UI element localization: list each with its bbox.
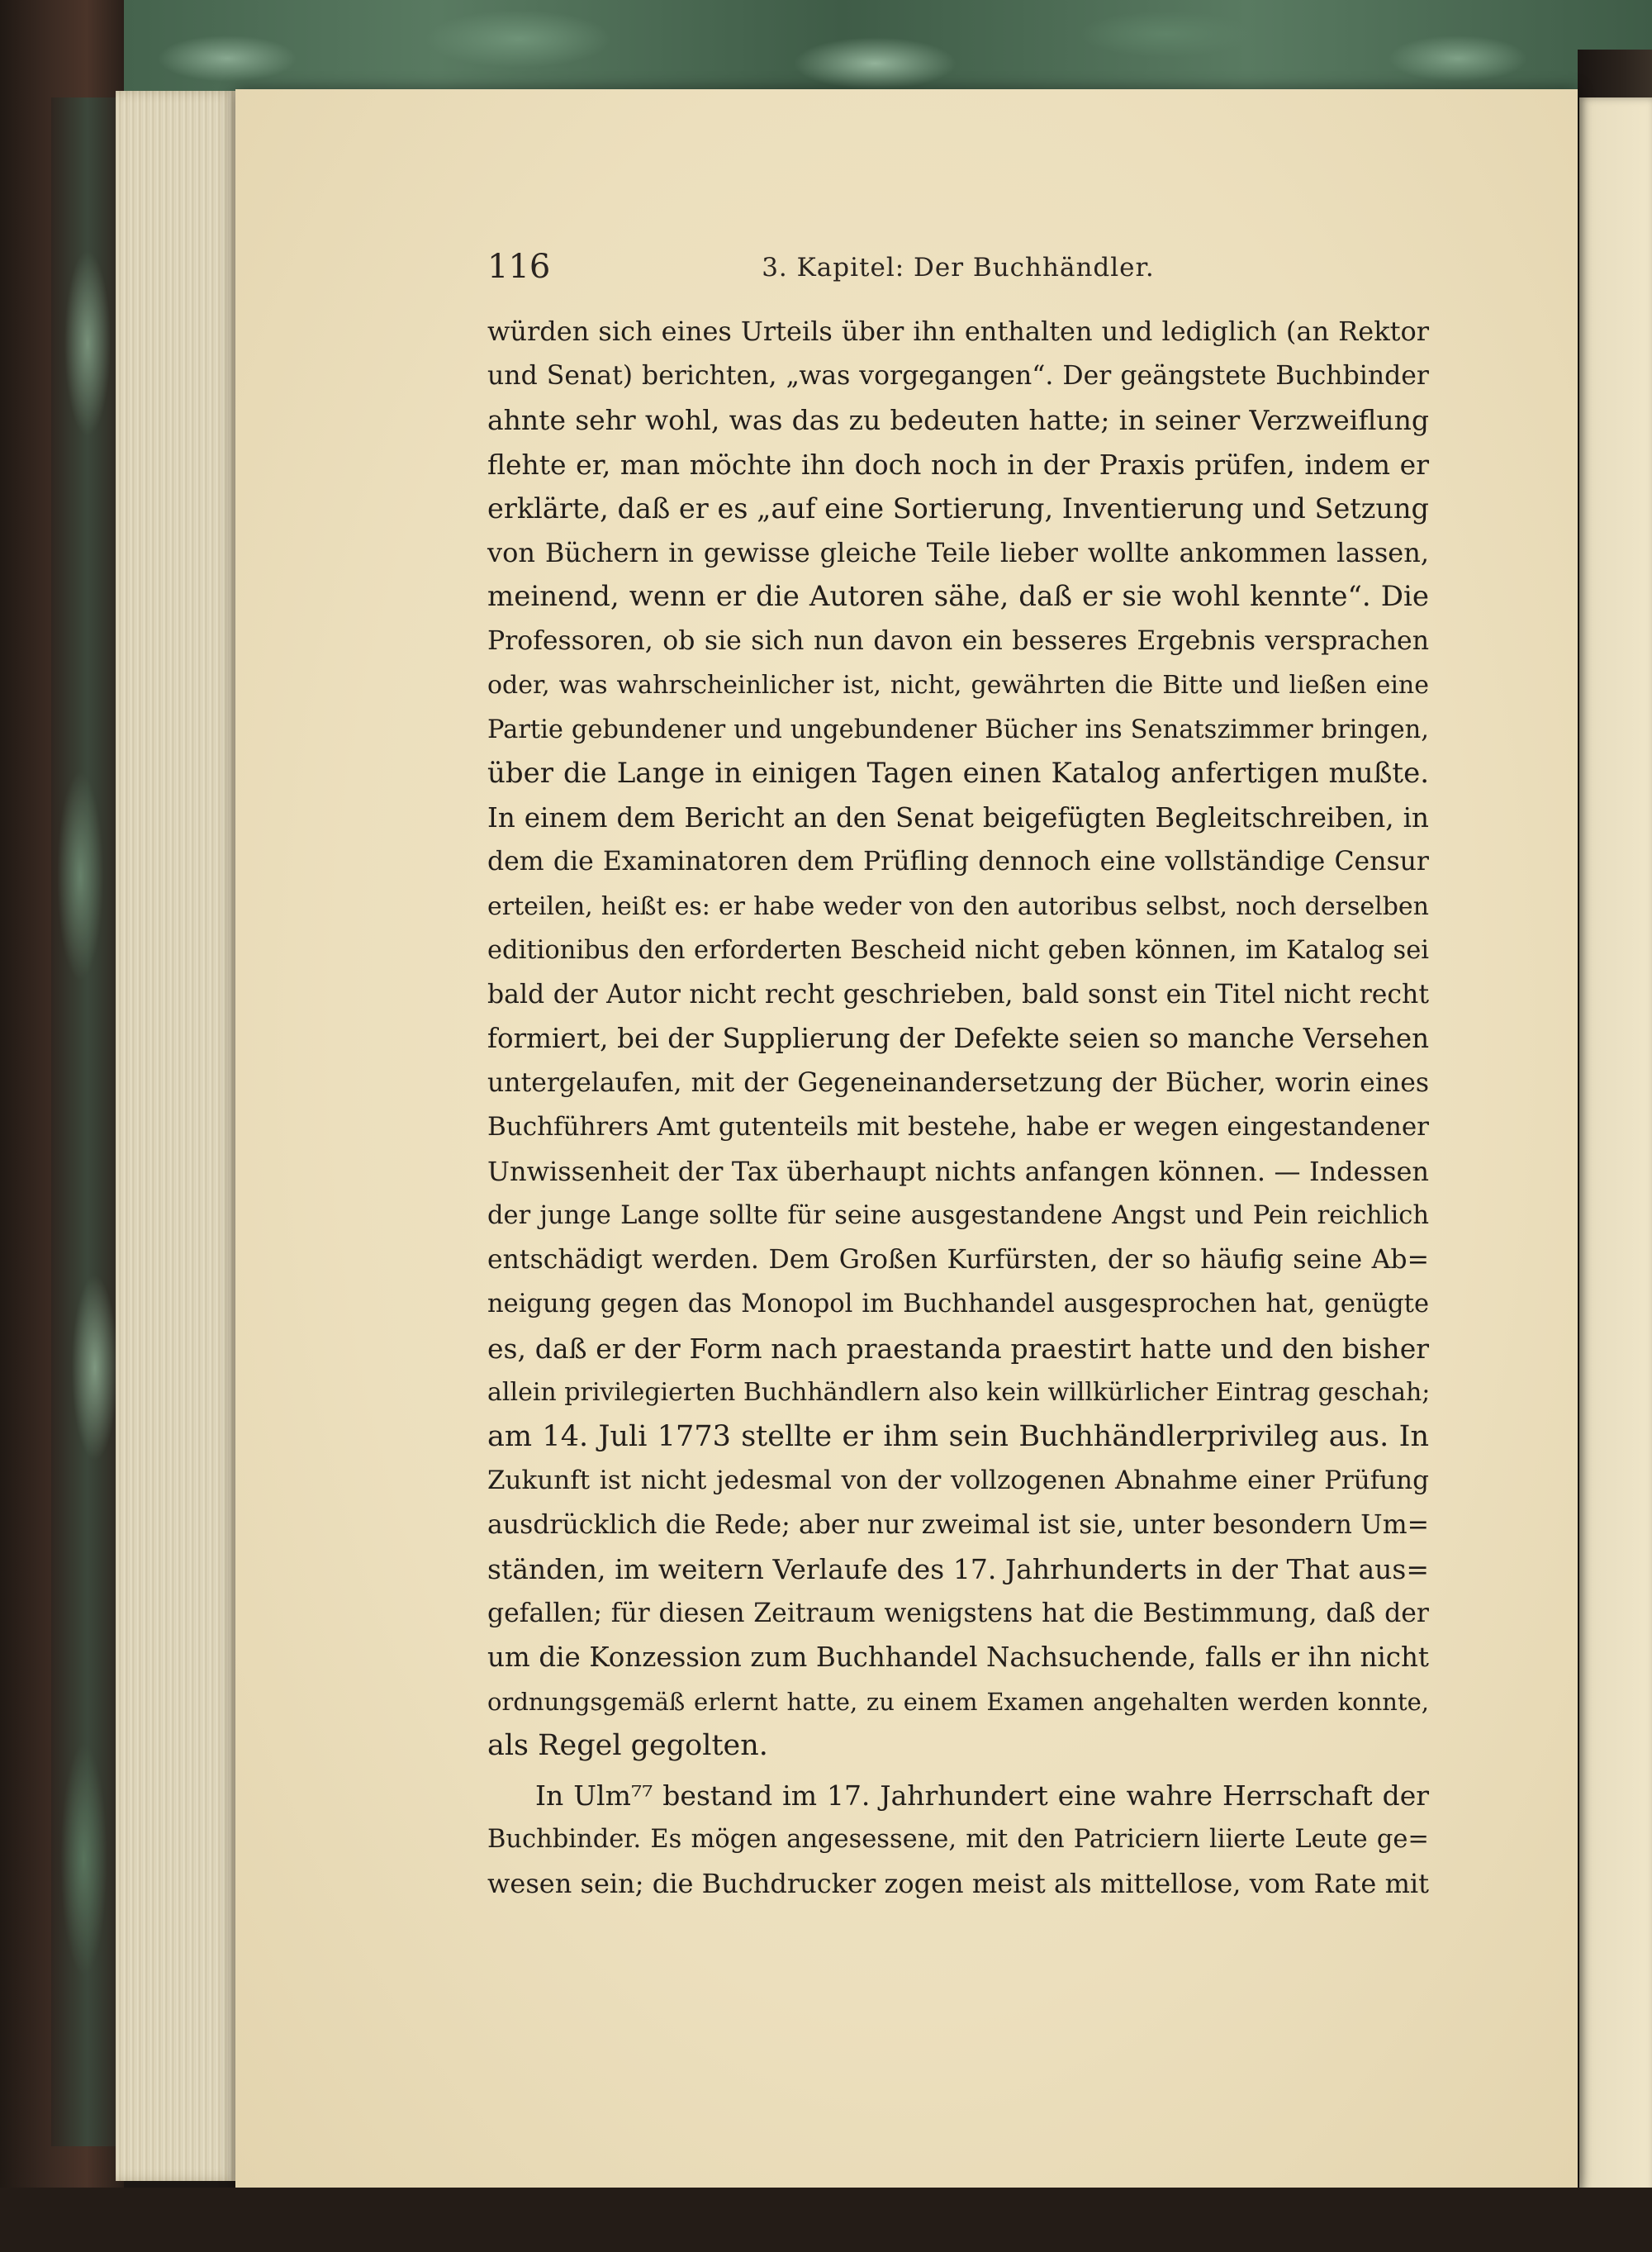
marbled-board-edge — [51, 97, 124, 2146]
text-line: In einem dem Bericht an den Senat beigefügten Begleitschreiben, in — [487, 801, 1429, 834]
text-line: Buchbinder. Es mögen angesessene, mit den Patriciern liierte Leute ge= — [487, 1825, 1429, 1854]
paragraph — [487, 310, 1429, 1769]
text-line: neigung gegen das Monopol im Buchhandel ausgesprochen hat, genügte — [487, 1290, 1429, 1318]
text-line: oder, was wahrscheinlicher ist, nicht, gewährten die Bitte und ließen eine — [487, 671, 1429, 700]
text-line: erklärte, daß er es „auf eine Sortierung, Inventierung und Setzung — [487, 492, 1429, 525]
chapter-title: 3. Kapitel: Der Buchhändler. — [762, 253, 1155, 283]
facing-page-edge — [1579, 97, 1652, 2196]
text-line: Partie gebundener und ungebundener Bücher ins Senatszimmer bringen, — [487, 715, 1429, 744]
text-line: Buchführers Amt gutenteils mit bestehe, habe er wegen eingestandener — [487, 1112, 1429, 1142]
text-line: würden sich eines Urteils über ihn enthalten und lediglich (an Rektor — [487, 316, 1429, 347]
text-line: als Regel gegolten. — [487, 1729, 768, 1762]
paragraph — [487, 1774, 1429, 1907]
text-line: erteilen, heißt es: er habe weder von den autoribus selbst, noch derselben — [487, 891, 1429, 921]
text-line: um die Konzession zum Buchhandel Nachsuchende, falls er ihn nicht — [487, 1641, 1429, 1673]
text-line: Zukunft ist nicht jedesmal von der vollzogenen Abnahme einer Prüfung — [487, 1466, 1429, 1495]
text-line: ausdrücklich die Rede; aber nur zweimal ist sie, unter besondern Um= — [487, 1509, 1429, 1540]
bottom-cover-edge — [0, 2188, 1652, 2252]
text-line: In Ulm⁷⁷ bestand im 17. Jahrhundert eine wahre Herrschaft der — [535, 1779, 1429, 1812]
text-line: Professoren, ob sie sich nun davon ein besseres Ergebnis versprachen — [487, 625, 1429, 656]
text-line: entschädigt werden. Dem Großen Kurfürsten, der so häufig seine Ab= — [487, 1244, 1429, 1275]
text-line: wesen sein; die Buchdrucker zogen meist als mittellose, vom Rate mit — [487, 1867, 1429, 1899]
running-head — [487, 248, 1429, 297]
text-line: ordnungsgemäß erlernt hatte, zu einem Examen angehalten werden konnte, — [487, 1687, 1429, 1716]
text-line: bald der Autor nicht recht geschrieben, bald sonst ein Titel nicht recht — [487, 979, 1429, 1010]
text-line: gefallen; für diesen Zeitraum wenigstens hat die Bestimmung, daß der — [487, 1598, 1429, 1628]
text-line: allein privilegierten Buchhändlern also kein willkürlicher Eintrag geschah; — [487, 1378, 1431, 1407]
text-line: formiert, bei der Supplierung der Defekte seien so manche Versehen — [487, 1023, 1429, 1054]
text-line: über die Lange in einigen Tagen einen Katalog anfertigen mußte. — [487, 757, 1429, 790]
text-line: am 14. Juli 1773 stellte er ihm sein Buchhändlerprivileg aus. In — [487, 1419, 1429, 1453]
text-line: von Büchern in gewisse gleiche Teile lieber wollte ankommen lassen, — [487, 536, 1429, 568]
text-line: und Senat) berichten, „was vorgegangen“. Der geängstete Buchbinder — [487, 360, 1429, 391]
text-line: es, daß er der Form nach praestanda praestirt hatte und den bisher — [487, 1332, 1429, 1365]
text-line: meinend, wenn er die Autoren sähe, daß er sie wohl kennte“. Die — [487, 580, 1429, 613]
marbled-endpaper — [33, 0, 1652, 97]
text-line: dem die Examinatoren dem Prüfling dennoch eine vollständige Censur — [487, 847, 1429, 877]
text-line: editionibus den erforderten Bescheid nicht geben können, im Katalog sei — [487, 936, 1429, 965]
page-number: 116 — [487, 248, 551, 286]
text-line: flehte er, man möchte ihn doch noch in der Praxis prüfen, indem er — [487, 448, 1429, 481]
body-text — [487, 310, 1429, 1906]
text-line: ahnte sehr wohl, was das zu bedeuten hatte; in seiner Verzweiflung — [487, 404, 1429, 436]
text-line: ständen, im weitern Verlaufe des 17. Jahrhunderts in der That aus= — [487, 1553, 1429, 1585]
text-line: der junge Lange sollte für seine ausgestandene Angst und Pein reichlich — [487, 1201, 1429, 1230]
text-line: untergelaufen, mit der Gegeneinandersetzung der Bücher, worin eines — [487, 1067, 1429, 1098]
page-edges-stack — [116, 91, 240, 2181]
text-line: Unwissenheit der Tax überhaupt nichts anfangen können. — Indessen — [487, 1155, 1429, 1187]
